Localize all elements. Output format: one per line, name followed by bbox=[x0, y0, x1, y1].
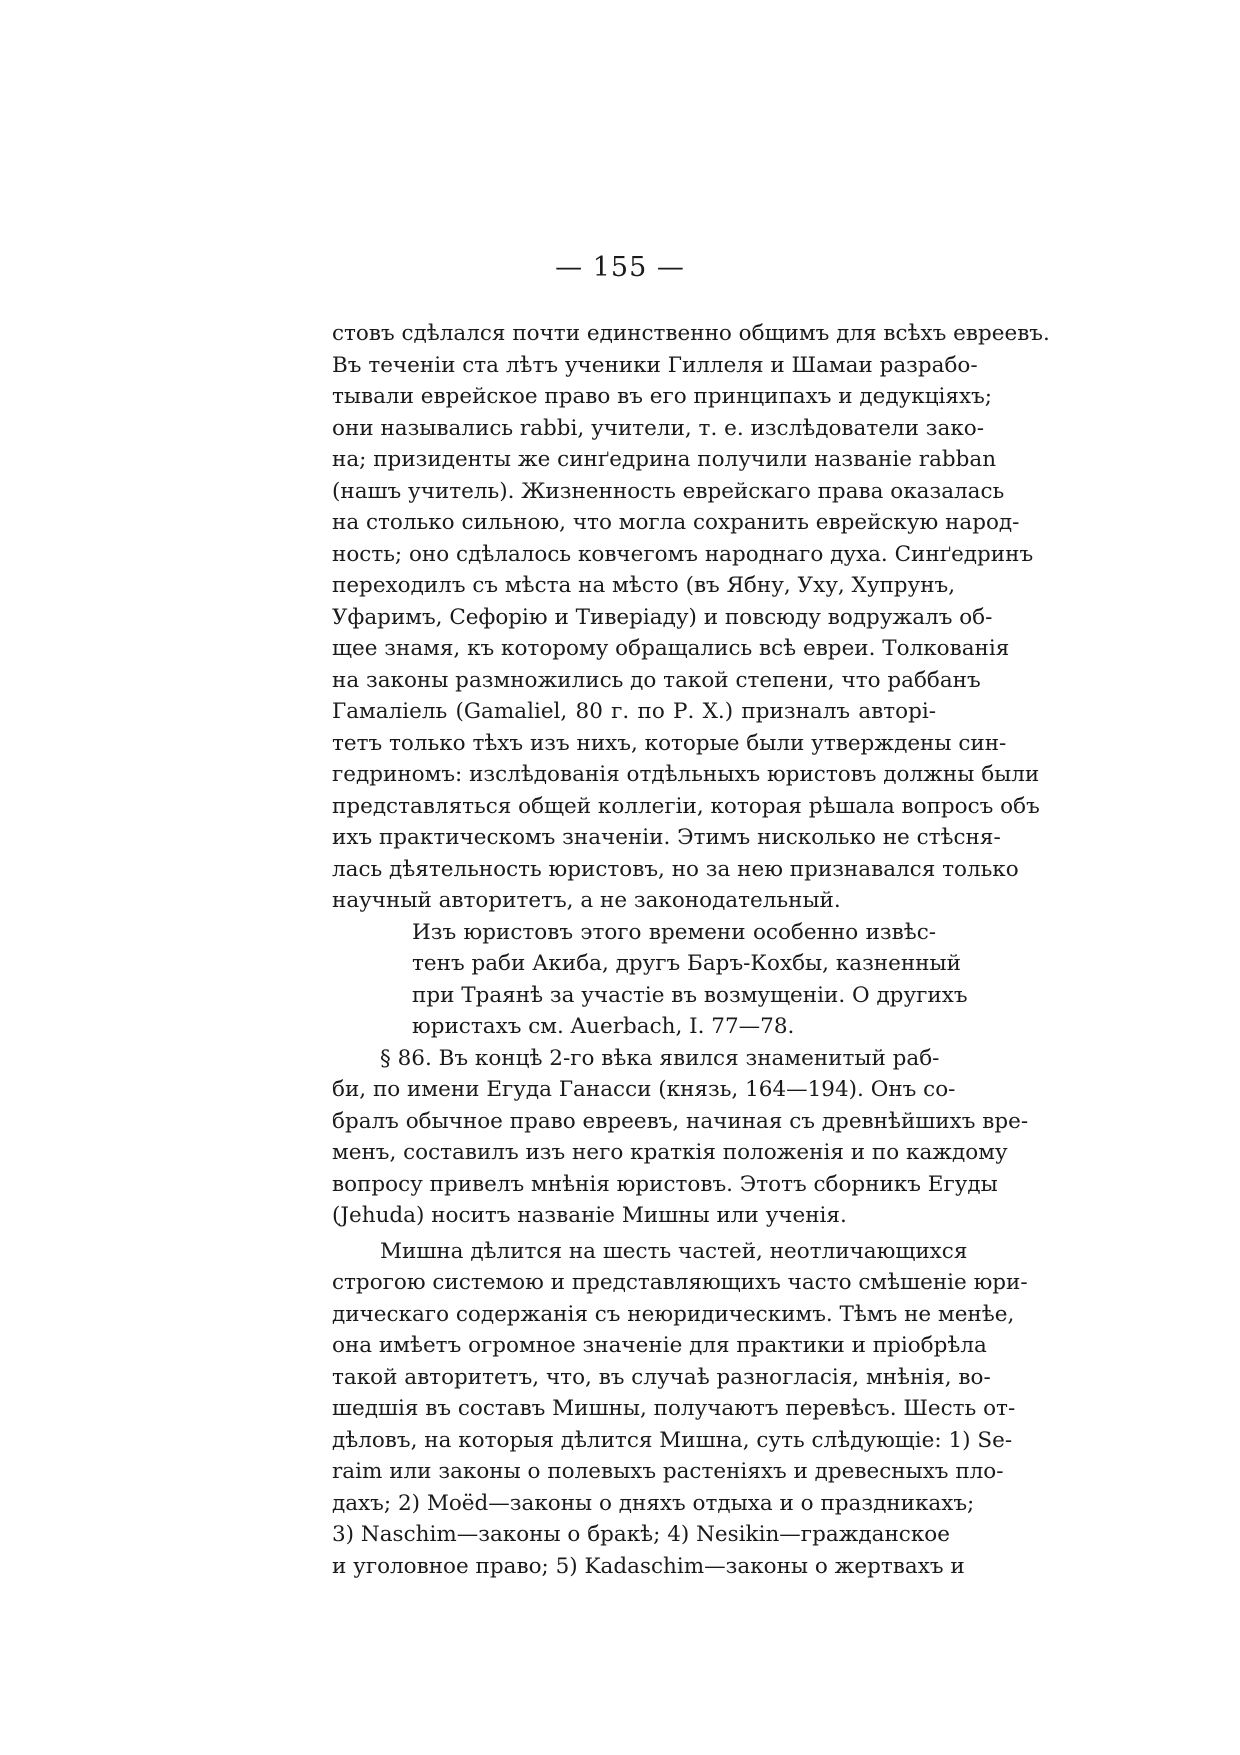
page-body bbox=[332, 318, 1050, 1582]
text-line: на законы размножились до такой степени, что раббанъ bbox=[332, 667, 981, 693]
text-line: (нашъ учитель). Жизненность еврейскаго права оказалась bbox=[332, 478, 1005, 504]
paragraph-3 bbox=[332, 1236, 1028, 1583]
text-line: на; призиденты же синґедрина получили названіе rabban bbox=[332, 447, 997, 472]
text-line: Гамаліель (Gamaliel, 80 г. по Р. Х.) призналъ авторі- bbox=[332, 699, 936, 724]
text-line: они назывались rabbi, учители, т. е. изслѣдователи зако- bbox=[332, 415, 984, 441]
text-line: такой авторитетъ, что, въ случаѣ разногласія, мнѣнія, во- bbox=[332, 1364, 991, 1390]
text-line: шедшія въ составъ Мишны, получаютъ перевѣсъ. Шесть от- bbox=[332, 1396, 1016, 1421]
text-line: и уголовное право; 5) Kadaschim—законы о жертвахъ и bbox=[332, 1553, 965, 1579]
text-line: представляться общей коллегіи, которая рѣшала вопросъ объ bbox=[332, 793, 1040, 819]
text-line: raim или законы о полевыхъ растеніяхъ и древесныхъ пло- bbox=[332, 1459, 1004, 1484]
note-line: Изъ юристовъ этого времени особенно извѣс- bbox=[412, 919, 936, 945]
paragraph-1 bbox=[332, 318, 1050, 917]
note-line: при Траянѣ за участіе въ возмущеніи. О другихъ bbox=[412, 982, 968, 1008]
text-line: Въ теченіи ста лѣтъ ученики Гиллеля и Шамаи разрабо- bbox=[332, 352, 978, 378]
text-line: на столько сильною, что могла сохранить еврейскую народ- bbox=[332, 510, 1020, 535]
text-line: ность; оно сдѣлалось ковчегомъ народнаго духа. Синґедринъ bbox=[332, 541, 1034, 567]
page-number: — 155 — bbox=[555, 252, 685, 283]
text-line: ихъ практическомъ значеніи. Этимъ нисколько не стѣсня- bbox=[332, 825, 1001, 850]
text-line: би, по имени Егуда Ганасси (князь, 164—194). Онъ со- bbox=[332, 1077, 956, 1102]
text-line: 3) Naschim—законы о бракѣ; 4) Nesikin—гражданское bbox=[332, 1522, 950, 1547]
text-line: гедриномъ: изслѣдованія отдѣльныхъ юристовъ должны были bbox=[332, 762, 1040, 787]
text-line: тетъ только тѣхъ изъ нихъ, которые были утверждены син- bbox=[332, 730, 1007, 756]
text-line: дахъ; 2) Moëd—законы о дняхъ отдыха и о праздникахъ; bbox=[332, 1490, 975, 1516]
text-line: менъ, составилъ изъ него краткія положенія и по каждому bbox=[332, 1140, 1008, 1165]
text-line: Мишна дѣлится на шесть частей, неотличающихся bbox=[380, 1238, 968, 1264]
text-line: вопросу привелъ мнѣнія юристовъ. Этотъ сборникъ Егуды bbox=[332, 1171, 998, 1197]
text-line: строгою системою и представляющихъ часто смѣшеніе юри- bbox=[332, 1270, 1028, 1295]
text-line: лась дѣятельность юристовъ, но за нею признавался только bbox=[332, 856, 1019, 882]
text-line: дическаго содержанія съ неюридическимъ. Тѣмъ не менѣе, bbox=[332, 1301, 1015, 1327]
text-line: бралъ обычное право евреевъ, начиная съ древнѣйшихъ вре- bbox=[332, 1108, 1029, 1134]
text-line: § 86. Въ концѣ 2-го вѣка явился знаменитый раб- bbox=[380, 1045, 940, 1071]
text-line: переходилъ съ мѣста на мѣсто (въ Ябну, Уху, Хупрунъ, bbox=[332, 573, 956, 598]
text-line: стовъ сдѣлался почти единственно общимъ для всѣхъ евреевъ. bbox=[332, 321, 1050, 346]
note-block bbox=[332, 917, 968, 1043]
text-line: щее знамя, къ которому обращались всѣ евреи. Толкованія bbox=[332, 636, 1010, 661]
paragraph-2 bbox=[332, 1043, 1029, 1232]
text-line: дѣловъ, на которыя дѣлится Мишна, суть слѣдующіе: 1) Se- bbox=[332, 1427, 1013, 1453]
text-line: Уфаримъ, Сефорію и Тиверіаду) и повсюду водружалъ об- bbox=[332, 604, 993, 630]
text-line: она имѣетъ огромное значеніе для практики и пріобрѣла bbox=[332, 1333, 987, 1358]
note-line: тенъ раби Акиба, другъ Баръ-Кохбы, казненный bbox=[412, 951, 961, 976]
note-line: юристахъ см. Auerbach, I. 77—78. bbox=[412, 1014, 795, 1039]
text-line: тывали еврейское право въ его принципахъ и дедукціяхъ; bbox=[332, 384, 993, 409]
text-line: (Jehuda) носитъ названіе Мишны или ученія. bbox=[332, 1203, 847, 1228]
text-line: научный авторитетъ, а не законодательный. bbox=[332, 888, 841, 913]
